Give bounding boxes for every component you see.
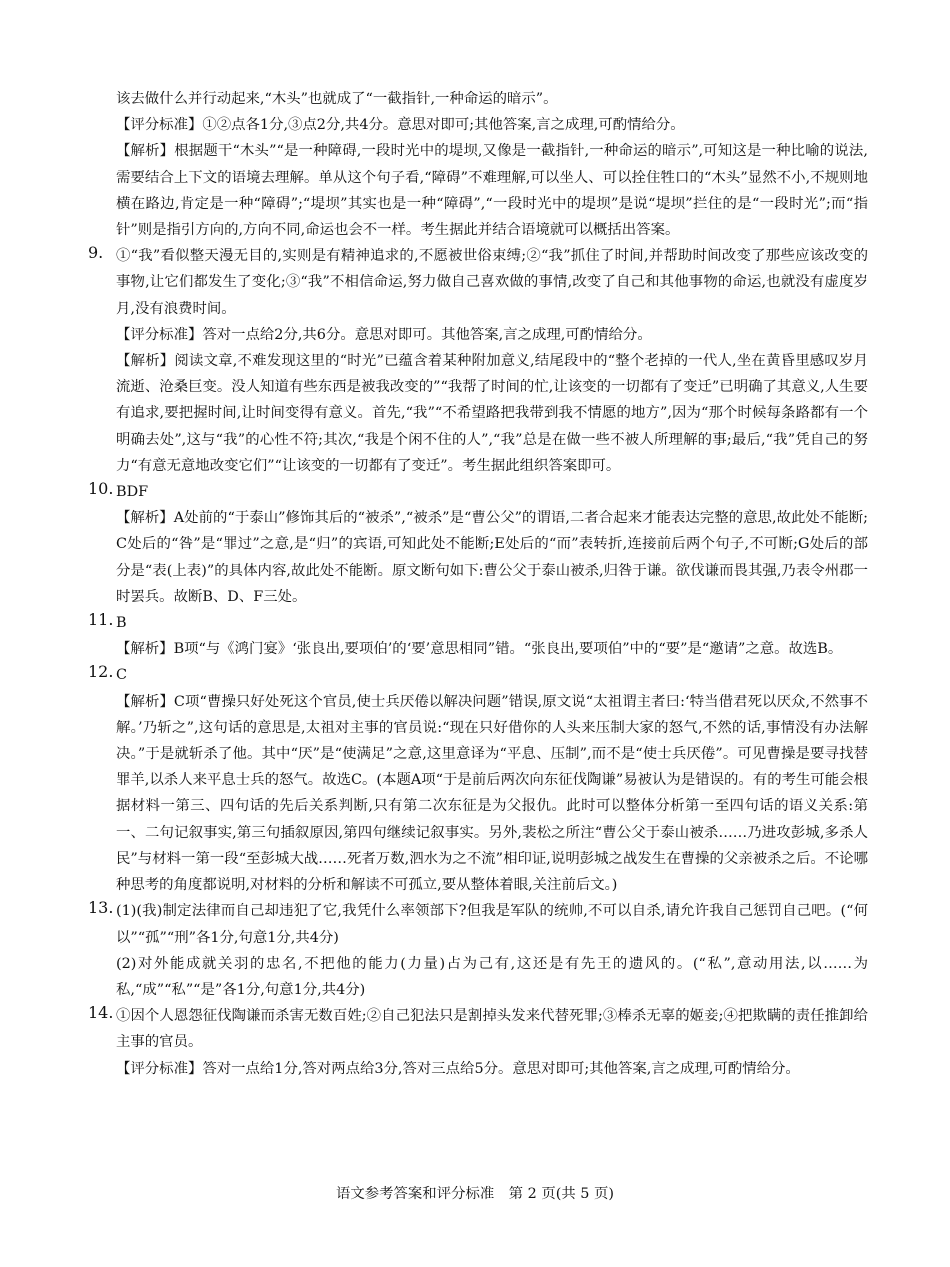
q14-scoring-criteria: 【评分标准】答对一点给1分,答对两点给3分,答对三点给5分。意思对即可;其他答案,言之成理,可酌情给分。 (116, 1060, 800, 1077)
answer-content (88, 86, 868, 1082)
question-number: 11. (88, 610, 114, 630)
q9-scoring-criteria: 【评分标准】答对一点给2分,共6分。意思对即可。其他答案,言之成理,可酌情给分。 (116, 326, 652, 343)
question-13 (88, 898, 868, 1003)
q11-analysis: 【解析】B项“与《鸿门宴》‘张良出,要项伯’的‘要’意思相同”错。“张良出,要项伯”中的“要”是“邀请”之意。故选B。 (116, 641, 843, 658)
q13-part-1: (1)(我)制定法律而自己却违犯了它,我凭什么率领部下?但我是军队的统帅,不可以自杀,请允许我自己惩罚自己吧。(“何以”“孤”“刑”各1分,句意1分,共4分) (116, 903, 868, 946)
q12-analysis: 【解析】C项“曹操只好处死这个官员,使士兵厌倦以解决问题”错误,原文说“太祖谓主者曰:‘特当借君死以厌众,不然事不解。’乃斩之”,这句话的意思是,太祖对主事的官员说:“现在只好借你的人头来压制大家的怒气,不然的话,事情没有办法解决。”于是就斩杀了他。其中“厌”是“使满足”之意,这里意译为“平息、压制”,而不是“使士兵厌倦”。可见曹操是要寻找替罪羊,以杀人来平息士兵的怒气。故选C。(本题A项“于是前后两次向东征伐陶谦”易被认为是错误的。有的考生可能会根据材料一第三、四句话的先后关系判断,只有第二次东征是为父报仇。此时可以整体分析第一至四句话的语义关系:第一、二句记叙事实,第三句插叙原因,第四句继续记叙事实。另外,裴松之所注“曹公父于泰山被杀……乃进攻彭城,多杀人民”与材料一第一段“至彭城大战……死者万数,泗水为之不流”相印证,说明彭城之战发生在曹操的父亲被杀之后。不论哪种思考的角度都说明,对材料的分析和解读不可孤立,要从整体着眼,关注前后文。) (116, 693, 868, 894)
q12-answer: C (116, 667, 128, 684)
q9-analysis: 【解析】阅读文章,不难发现这里的“时光”已蕴含着某种附加意义,结尾段中的“整个老掉的一代人,坐在黄昏里感叹岁月流逝、沧桑巨变。没人知道有些东西是被我改变的”“我帮了时间的忙,让该变的一切都有了变迁”已明确了其意义,人生要有追求,要把握时间,让时间变得有意义。首先,“我”“不希望路把我带到我不情愿的地方”,因为“那个时候每条路都有一个明确去处”,这与“我”的心性不符;其次,“我是个闲不住的人”,“我”总是在做一些不被人所理解的事;最后,“我”凭自己的努力“有意无意地改变它们”“让该变的一切都有了变迁”。考生据此组织答案即可。 (116, 353, 868, 474)
q9-answer: ①“我”看似整天漫无目的,实则是有精神追求的,不愿被世俗束缚;②“我”抓住了时间,并帮助时间改变了那些应该改变的事物,让它们都发生了变化;③“我”不相信命运,努力做自己喜欢做的事情,改变了自己和其他事物的命运,也就没有虚度岁月,没有浪费时间。 (116, 248, 868, 317)
question-9 (88, 243, 868, 479)
q11-answer: B (116, 615, 127, 632)
q10-analysis: 【解析】A处前的“于泰山”修饰其后的“被杀”,“被杀”是“曹公父”的谓语,二者合起来才能表达完整的意思,故此处不能断;C处后的“咎”是“罪过”之意,是“归”的宾语,可知此处不能断;E处后的“而”表转折,连接前后两个句子,不可断;G处后的部分是“表(上表)”的具体内容,故此处不能断。原文断句如下:曹公父于泰山被杀,归咎于谦。欲伐谦而畏其强,乃表令州郡一时罢兵。故断B、D、F三处。 (116, 510, 868, 605)
question-number: 9. (88, 243, 104, 263)
question-12 (88, 662, 868, 898)
q8-scoring-criteria: 【评分标准】①②点各1分,③点2分,共4分。意思对即可;其他答案,言之成理,可酌情给分。 (116, 117, 685, 134)
q10-answer: BDF (116, 484, 149, 501)
question-10 (88, 479, 868, 610)
q13-part-2: (2)对外能成就关羽的忠名,不把他的能力(力量)占为己有,这还是有先王的遗风的。(“私”,意动用法,以……为私,“成”“私”“是”各1分,句意1分,共4分) (116, 955, 868, 998)
page-footer: 语文参考答案和评分标准 第 2 页(共 5 页) (335, 1186, 615, 1202)
question-number: 14. (88, 1003, 114, 1023)
q14-answer: ①因个人恩怨征伐陶谦而杀害无数百姓;②自己犯法只是割掉头发来代替死罪;③棒杀无辜的姬妾;④把欺瞒的责任推卸给主事的官员。 (116, 1008, 868, 1051)
question-14 (88, 1003, 868, 1082)
question-number: 12. (88, 662, 114, 682)
question-11 (88, 610, 868, 662)
q8-continuation: 该去做什么并行动起来,“木头”也就成了“一截指针,一种命运的暗示”。 (116, 91, 558, 107)
question-number: 10. (88, 479, 114, 499)
question-number: 13. (88, 898, 114, 918)
q8-analysis: 【解析】根据题干“木头”“是一种障碍,一段时光中的堤坝,又像是一截指针,一种命运的暗示”,可知这是一种比喻的说法,需要结合上下文的语境去理解。单从这个句子看,“障碍”不难理解,可以坐人、可以拴住牲口的“木头”显然不小,不规则地横在路边,肯定是一种“障碍”;“堤坝”其实也是一种“障碍”,“一段时光中的堤坝”是说“堤坝”拦住的是“一段时光”;而“指针”则是指引方向的,方向不同,命运也会不一样。考生据此并结合语境就可以概括出答案。 (116, 143, 868, 239)
